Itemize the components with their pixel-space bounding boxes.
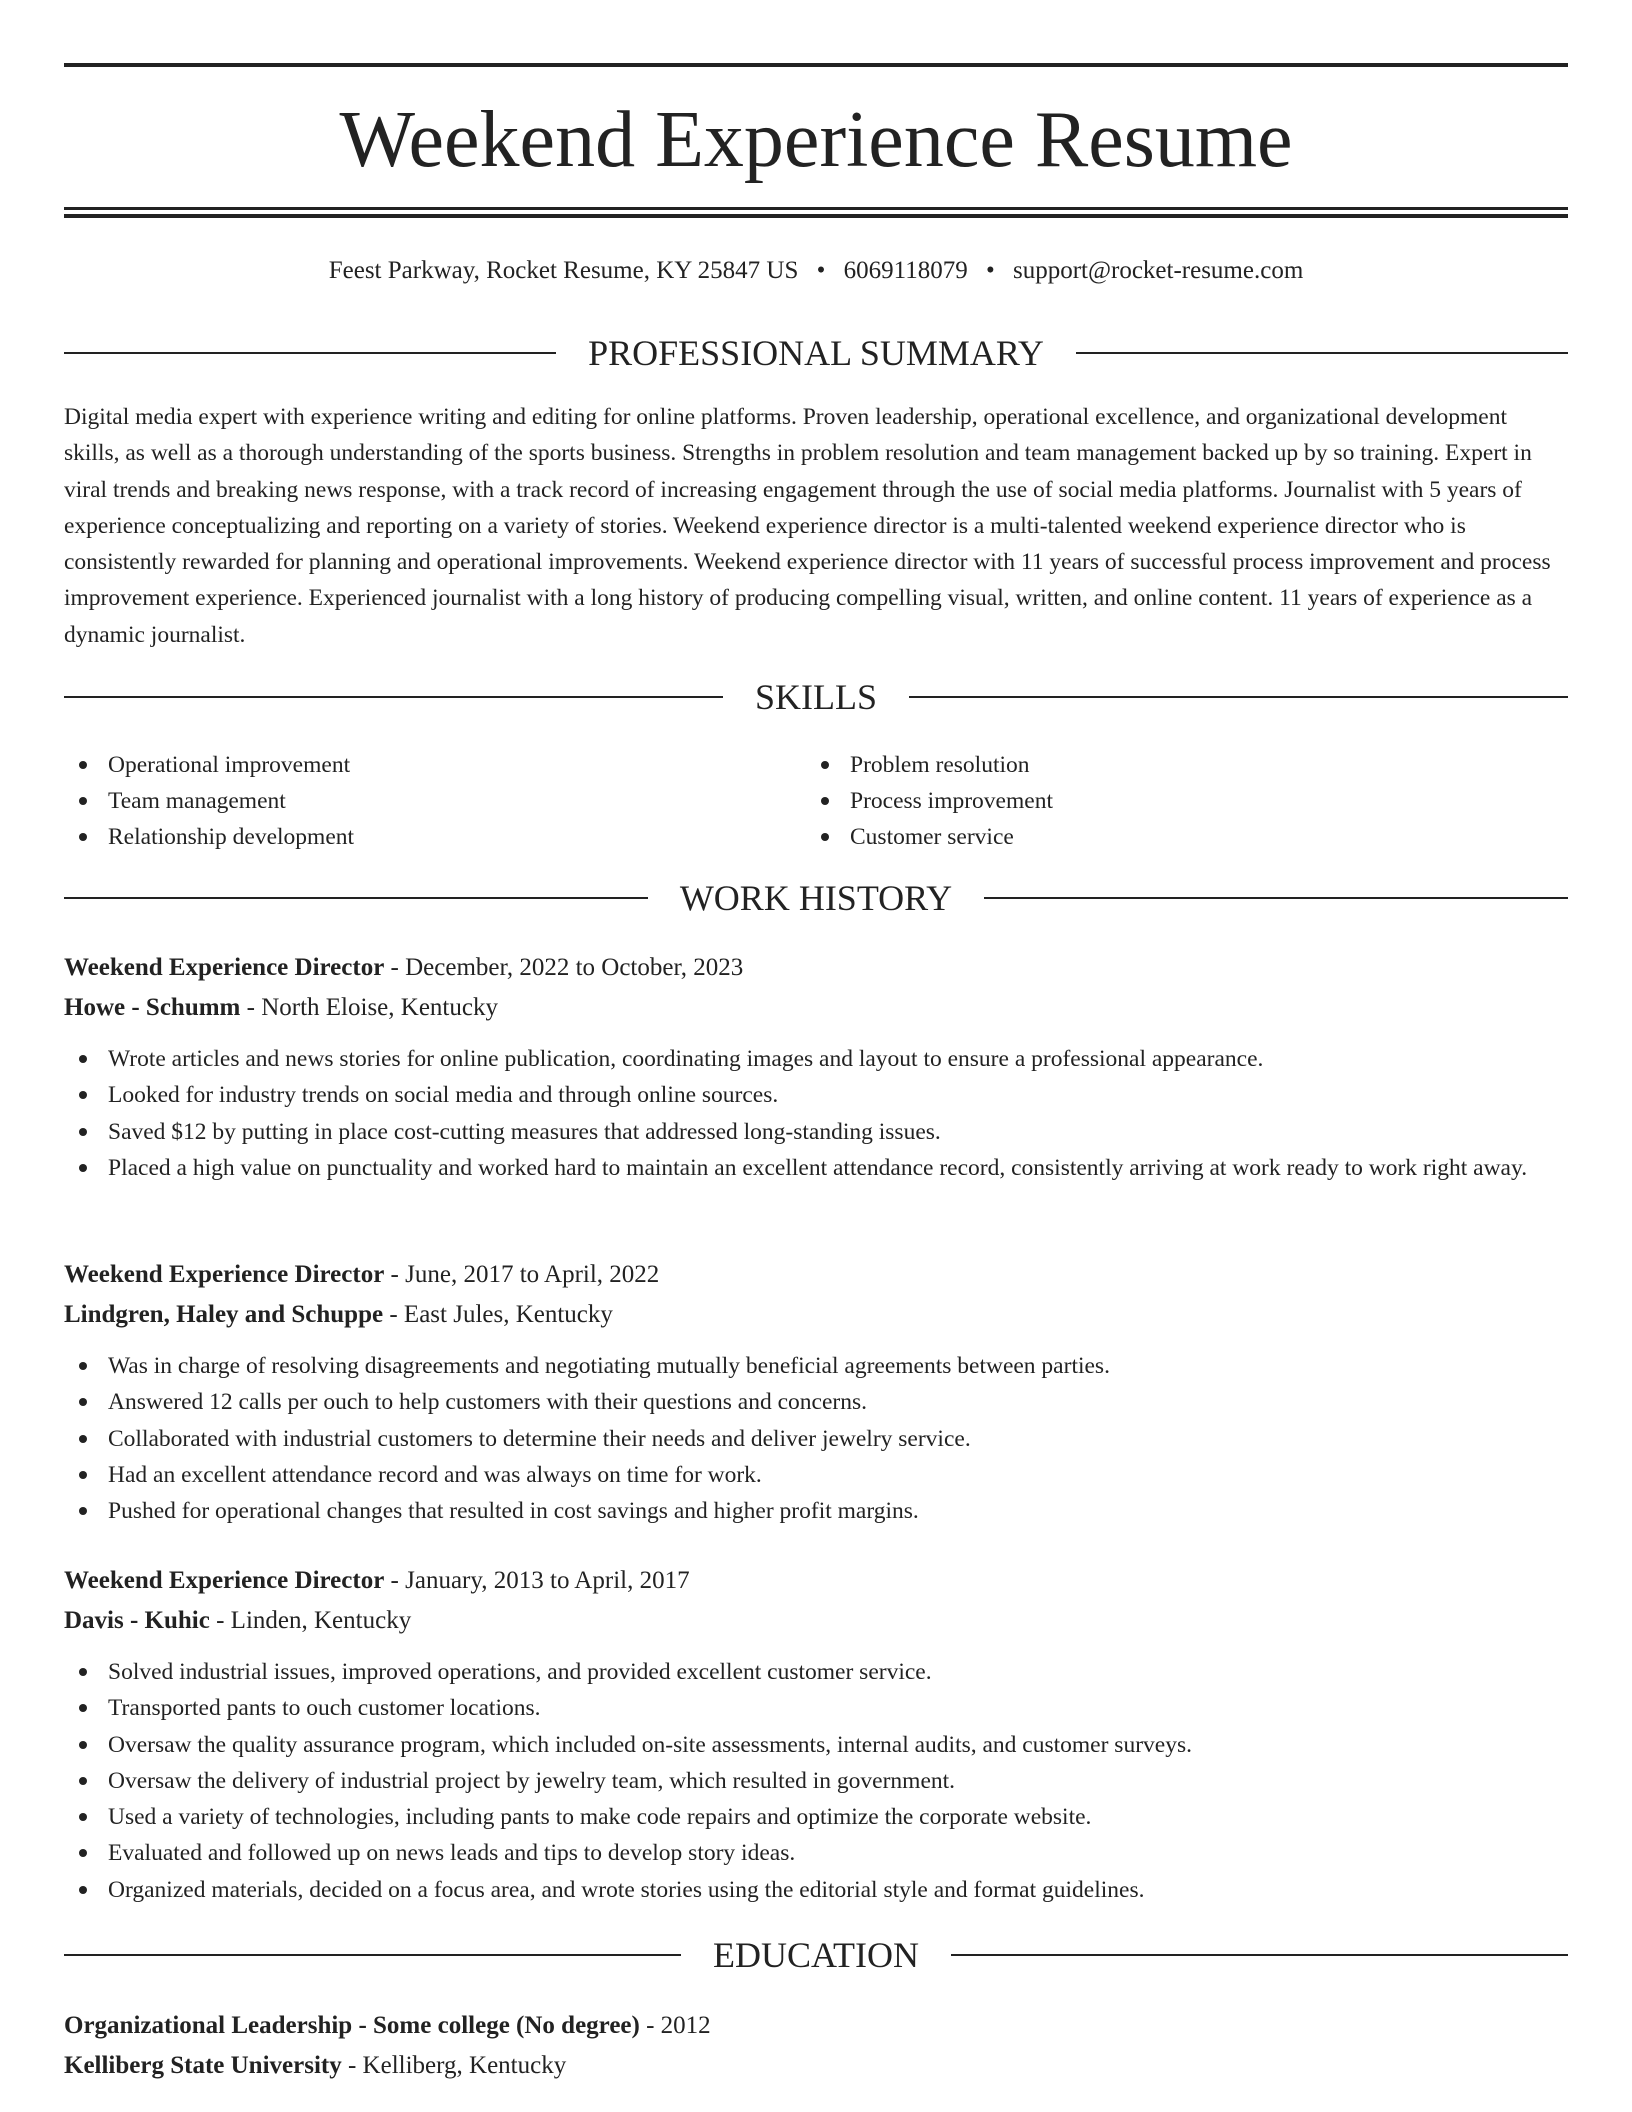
education-entry: [64, 2006, 1568, 2086]
education-location: - Kelliberg, Kentucky: [341, 2052, 567, 2079]
job-location: - East Jules, Kentucky: [383, 1301, 613, 1328]
skill-item: Operational improvement: [64, 747, 764, 783]
job-bullet: Used a variety of technologies, including pants to make code repairs and optimize the corporate website.: [64, 1799, 1568, 1835]
job-bullet: Transported pants to ouch customer locations.: [64, 1690, 1568, 1726]
skills-list-right: [806, 747, 1506, 855]
education-degree: Organizational Leadership - Some college (No degree): [64, 2012, 640, 2039]
job-title-line: [64, 1256, 1568, 1294]
heading-rule: [909, 696, 1568, 698]
job-company: Howe - Schumm: [64, 994, 241, 1021]
contact-phone: 6069118079: [843, 257, 968, 284]
job-title-line: [64, 949, 1568, 987]
resume-title: Weekend Experience Resume: [339, 96, 1293, 184]
heading-rule: [984, 897, 1568, 899]
job-company-line: [64, 1296, 1568, 1334]
job-location: - Linden, Kentucky: [209, 1607, 412, 1634]
job-location: - North Eloise, Kentucky: [240, 994, 498, 1021]
education-heading-label: EDUCATION: [713, 1935, 919, 1975]
job-entry: [64, 1562, 1568, 1908]
heading-rule: [64, 696, 723, 698]
education-school-line: [64, 2046, 1568, 2086]
heading-rule: [64, 897, 648, 899]
summary-heading-label: PROFESSIONAL SUMMARY: [588, 333, 1044, 373]
job-bullet: Collaborated with industrial customers to determine their needs and deliver jewelry service.: [64, 1421, 1568, 1457]
heading-rule: [1076, 352, 1568, 354]
job-bullet: Solved industrial issues, improved operations, and provided excellent customer service.: [64, 1654, 1568, 1690]
work-heading: [64, 878, 1568, 918]
job-title: Weekend Experience Director: [64, 1261, 385, 1288]
skill-item: Relationship development: [64, 819, 764, 855]
contact-separator: •: [985, 257, 995, 284]
job-company: Davis - Kuhic: [64, 1607, 210, 1634]
contact-email[interactable]: support@rocket-resume.com: [1012, 257, 1304, 284]
job-entry: [64, 949, 1568, 1186]
job-title: Weekend Experience Director: [64, 954, 385, 981]
education-heading: [64, 1935, 1568, 1975]
job-bullet: Oversaw the delivery of industrial project by jewelry team, which resulted in government.: [64, 1763, 1568, 1799]
contact-line: [64, 254, 1568, 288]
skills-heading-label: SKILLS: [755, 677, 878, 717]
heading-rule: [951, 1954, 1568, 1956]
job-bullet: Organized materials, decided on a focus area, and wrote stories using the editorial style and format guidelines.: [64, 1872, 1568, 1908]
skill-item: Team management: [64, 783, 764, 819]
job-bullet: Answered 12 calls per ouch to help customers with their questions and concerns.: [64, 1384, 1568, 1420]
contact-separator: •: [816, 257, 826, 284]
job-bullet: Was in charge of resolving disagreements and negotiating mutually beneficial agreements between parties.: [64, 1348, 1568, 1384]
job-title-line: [64, 1562, 1568, 1600]
top-rule: [64, 63, 1568, 67]
job-title: Weekend Experience Director: [64, 1567, 385, 1594]
job-bullet: Pushed for operational changes that resulted in cost savings and higher profit margins.: [64, 1493, 1568, 1529]
skill-item: Problem resolution: [806, 747, 1506, 783]
job-dates: - January, 2013 to April, 2017: [384, 1567, 690, 1594]
education-degree-line: [64, 2006, 1568, 2046]
work-heading-label: WORK HISTORY: [679, 878, 953, 918]
job-bullet: Wrote articles and news stories for online publication, coordinating images and layout to ensure a professional appearance.: [64, 1041, 1568, 1077]
job-bullet: Had an excellent attendance record and was always on time for work.: [64, 1457, 1568, 1493]
job-bullet: Oversaw the quality assurance program, which included on-site assessments, internal audits, and customer surveys.: [64, 1727, 1568, 1763]
skills-list-left: [64, 747, 764, 855]
job-company-line: [64, 989, 1568, 1027]
job-bullets: [64, 1041, 1568, 1186]
summary-heading: [64, 333, 1568, 373]
skill-item: Customer service: [806, 819, 1506, 855]
title-double-rule: [64, 207, 1568, 218]
job-company-line: [64, 1602, 1568, 1640]
education-year: - 2012: [639, 2012, 711, 2039]
contact-address: Feest Parkway, Rocket Resume, KY 25847 US: [328, 257, 799, 284]
job-dates: - December, 2022 to October, 2023: [384, 954, 744, 981]
education-school: Kelliberg State University: [64, 2052, 342, 2079]
skill-item: Process improvement: [806, 783, 1506, 819]
job-entry: [64, 1256, 1568, 1529]
job-bullet: Evaluated and followed up on news leads and tips to develop story ideas.: [64, 1835, 1568, 1871]
job-bullet: Looked for industry trends on social media and through online sources.: [64, 1077, 1568, 1113]
skills-heading: [64, 677, 1568, 717]
heading-rule: [64, 352, 556, 354]
heading-rule: [64, 1954, 681, 1956]
job-bullets: [64, 1348, 1568, 1529]
job-bullet: Saved $12 by putting in place cost-cutting measures that addressed long-standing issues.: [64, 1114, 1568, 1150]
job-bullet: Placed a high value on punctuality and worked hard to maintain an excellent attendance record, consistently arriving at work ready to work right away.: [64, 1150, 1568, 1186]
summary-text: Digital media expert with experience writing and editing for online platforms. Proven leadership, operational excellence, and organizational development skills, as well as a thorough understanding of the sports business. Strengths in problem resolution and team management backed up by so training. Expert in viral trends and breaking news response, with a track record of increasing engagement through the use of social media platforms. Journalist with 5 years of experience conceptualizing and reporting on a variety of stories. Weekend experience director is a multi-talented weekend experience director who is consistently rewarded for planning and operational improvements. Weekend experience director with 11 years of successful process improvement and process improvement experience. Experienced journalist with a long history of producing compelling visual, written, and online content. 11 years of experience as a dynamic journalist.: [64, 404, 1551, 648]
job-company: Lindgren, Haley and Schuppe: [64, 1301, 384, 1328]
job-dates: - June, 2017 to April, 2022: [384, 1261, 660, 1288]
job-bullets: [64, 1654, 1568, 1908]
